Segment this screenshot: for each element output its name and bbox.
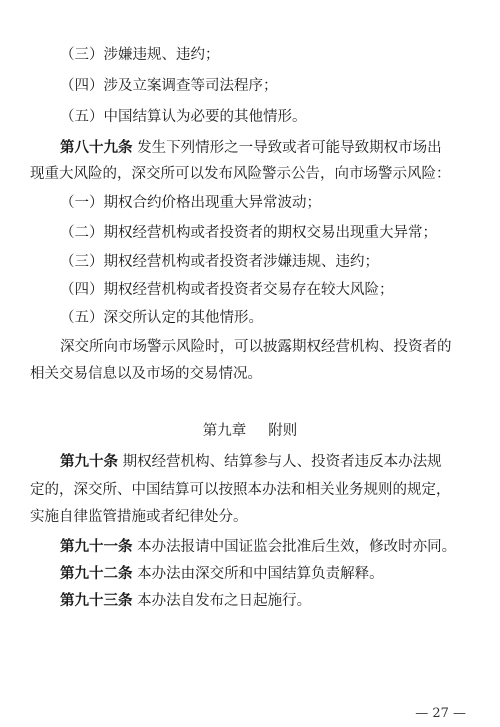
article-93-text: 本办法自发布之日起施行。 [137,593,312,609]
warning-item-1: （一）期权合约价格出现重大异常波动； [60,195,321,211]
article-93 [60,591,500,611]
warning-item-4: （四）期权经营机构或者投资者交易存在较大风险； [60,282,394,298]
chapter-number: 第九章 [202,423,247,439]
list-item-3: （三）涉嫌违规、违约； [60,47,220,63]
article-92 [60,564,500,584]
chapter-title: 附则 [268,423,298,439]
disclosure-line-1: 深交所向市场警示风险时，可以披露期权经营机构、投资者的 [60,339,452,355]
article-90-text: 期权经营机构、结算参与人、投资者违反本办法规 [122,454,442,470]
article-92-text: 本办法由深交所和中国结算负责解释。 [137,566,384,582]
warning-item-2: （二）期权经营机构或者投资者的期权交易出现重大异常； [60,225,437,241]
chapter-heading [0,421,500,441]
list-item-5: （五）中国结算认为必要的其他情形。 [60,109,307,125]
article-91 [60,537,500,557]
list-item-4: （四）涉及立案调查等司法程序； [60,78,278,94]
article-89-line-1 [60,138,500,158]
article-92-number: 第九十二条 [60,566,133,582]
page-number: — 27 — [415,706,466,721]
article-90-line-1 [60,452,500,472]
article-89-number: 第八十九条 [60,140,133,156]
article-90-number: 第九十条 [60,454,118,470]
warning-item-3: （三）期权经营机构或者投资者涉嫌违规、违约； [60,254,379,270]
article-91-text: 本办法报请中国证监会批准后生效，修改时亦同。 [137,539,457,555]
article-93-number: 第九十三条 [60,593,133,609]
article-89-line-2: 现重大风险的，深交所可以发布风险警示公告，向市场警示风险： [30,166,451,182]
article-89-text: 发生下列情形之一导致或者可能导致期权市场出 [137,140,442,156]
article-91-number: 第九十一条 [60,539,133,555]
warning-item-5: （五）深交所认定的其他情形。 [60,310,263,326]
article-90-line-2: 定的，深交所、中国结算可以按照本办法和相关业务规则的规定， [30,482,451,498]
article-90-line-3: 实施自律监管措施或者纪律处分。 [30,509,248,525]
disclosure-line-2: 相关交易信息以及市场的交易情况。 [30,366,262,382]
